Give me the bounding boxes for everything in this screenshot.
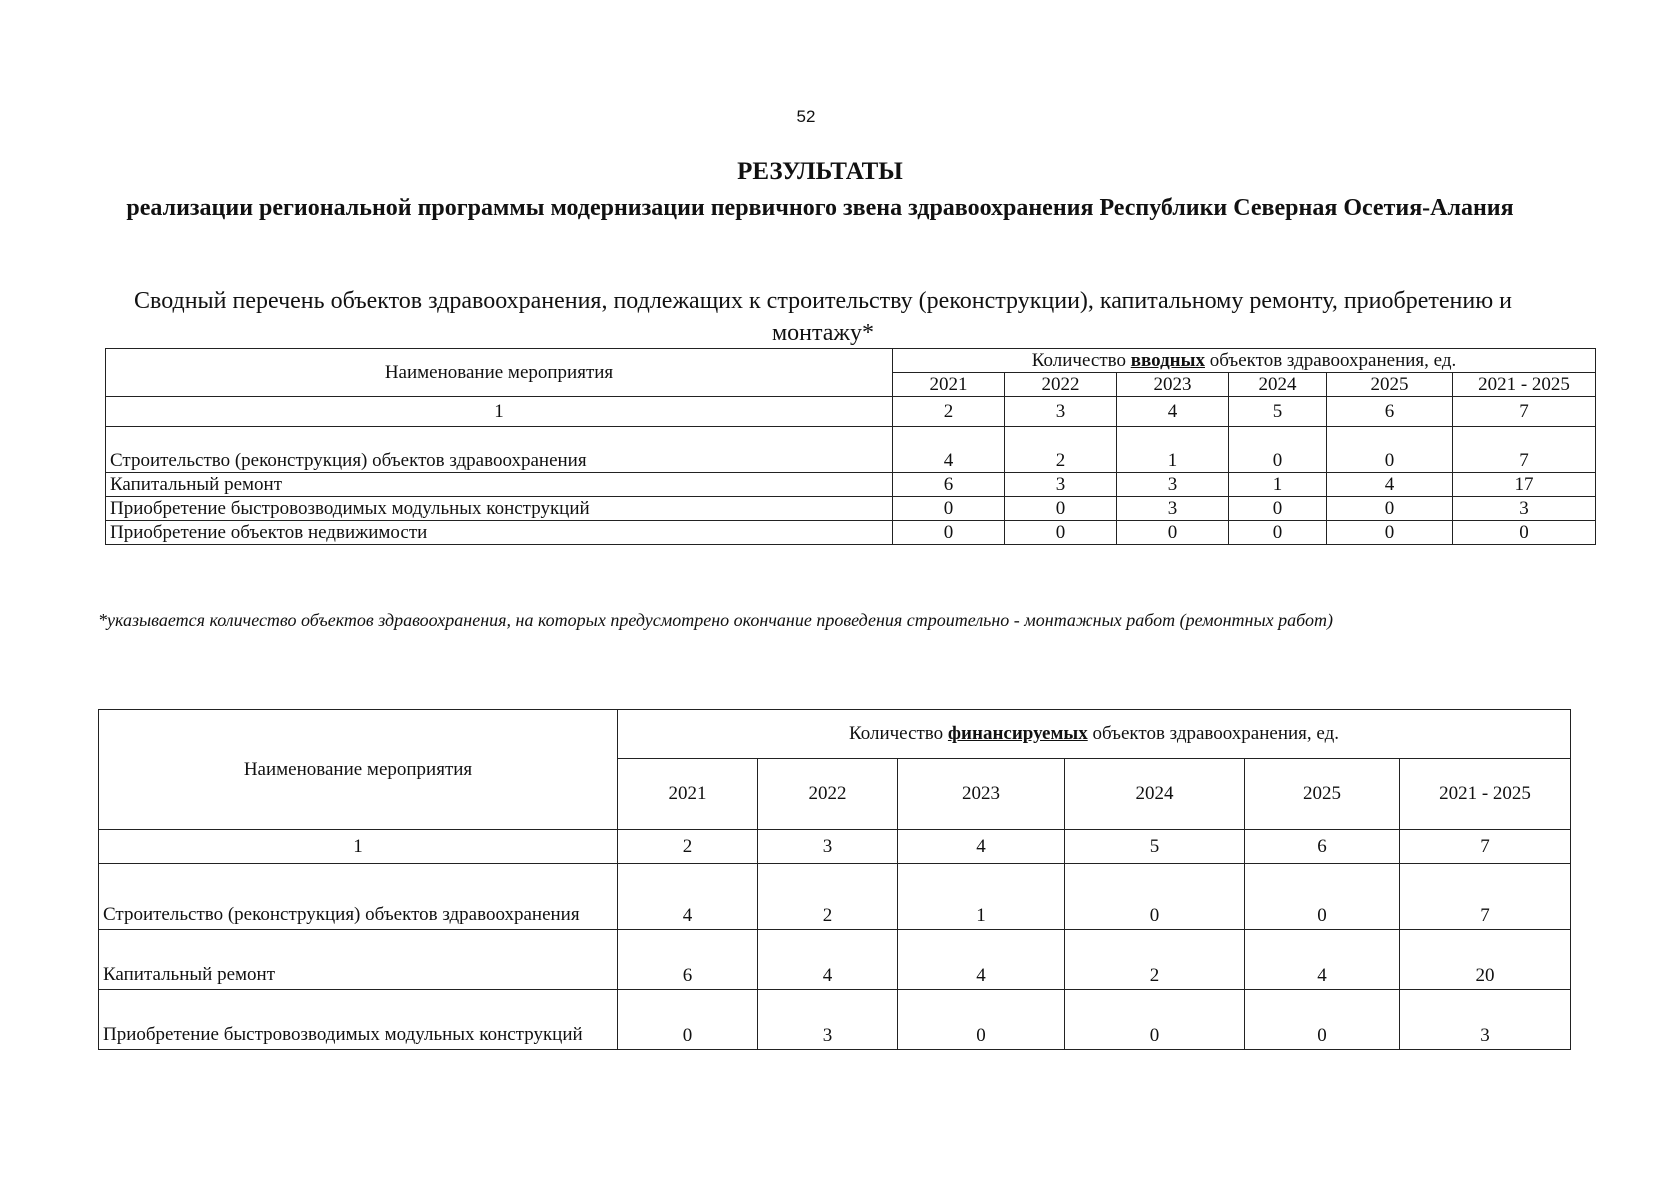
row-name: Приобретение быстровозводимых модульных конструкций	[106, 497, 893, 521]
index-cell: 5	[1065, 830, 1245, 864]
year-header: 2021	[893, 373, 1005, 397]
row-name: Капитальный ремонт	[99, 930, 618, 990]
year-header: 2021 - 2025	[1400, 759, 1571, 830]
value-cell: 2	[1005, 427, 1117, 473]
value-cell: 0	[893, 497, 1005, 521]
financed-objects-table	[98, 709, 1571, 1050]
document-title: РЕЗУЛЬТАТЫ	[737, 158, 903, 185]
value-cell: 0	[1065, 864, 1245, 930]
value-cell: 6	[893, 473, 1005, 497]
index-cell: 4	[1117, 397, 1229, 427]
value-cell: 3	[1453, 497, 1596, 521]
column-index-row	[106, 397, 1596, 427]
value-cell: 20	[1400, 930, 1571, 990]
index-cell: 3	[758, 830, 898, 864]
table-row	[106, 497, 1596, 521]
value-cell: 3	[1117, 473, 1229, 497]
value-cell: 2	[758, 864, 898, 930]
index-cell: 6	[1245, 830, 1400, 864]
value-cell: 0	[1327, 521, 1453, 545]
value-cell: 0	[1245, 864, 1400, 930]
year-header: 2023	[1117, 373, 1229, 397]
footnote: *указывается количество объектов здравоохранения, на которых предусмотрено окончание проведения строительно - монтажных работ (ремонтных работ)	[98, 610, 1333, 630]
table-row	[106, 521, 1596, 545]
table-caption: Сводный перечень объектов здравоохранения, подлежащих к строительству (реконструкции), капитальному ремонту, приобретению и монтажу*	[134, 288, 1512, 346]
value-cell: 4	[898, 930, 1065, 990]
index-cell: 3	[1005, 397, 1117, 427]
value-cell: 0	[1229, 521, 1327, 545]
year-header: 2022	[1005, 373, 1117, 397]
value-cell: 3	[758, 990, 898, 1050]
value-cell: 0	[618, 990, 758, 1050]
value-cell: 3	[1117, 497, 1229, 521]
value-cell: 0	[1327, 497, 1453, 521]
value-cell: 0	[893, 521, 1005, 545]
value-cell: 7	[1400, 864, 1571, 930]
table-row	[99, 930, 1571, 990]
index-cell: 2	[618, 830, 758, 864]
year-header: 2023	[898, 759, 1065, 830]
index-cell: 4	[898, 830, 1065, 864]
index-cell: 1	[106, 397, 893, 427]
index-cell: 2	[893, 397, 1005, 427]
value-cell: 17	[1453, 473, 1596, 497]
table-row	[99, 990, 1571, 1050]
year-header: 2024	[1065, 759, 1245, 830]
value-cell: 3	[1400, 990, 1571, 1050]
year-header: 2021	[618, 759, 758, 830]
value-cell: 7	[1453, 427, 1596, 473]
year-header: 2025	[1245, 759, 1400, 830]
value-cell: 1	[1117, 427, 1229, 473]
table-row	[99, 864, 1571, 930]
row-name: Строительство (реконструкция) объектов здравоохранения	[106, 427, 893, 473]
index-cell: 1	[99, 830, 618, 864]
table-row	[106, 473, 1596, 497]
name-column-header: Наименование мероприятия	[106, 349, 893, 397]
page-number: 52	[796, 107, 816, 126]
year-header: 2021 - 2025	[1453, 373, 1596, 397]
value-cell: 0	[1065, 990, 1245, 1050]
group-column-header: Количество вводных объектов здравоохранения, ед.	[893, 349, 1596, 373]
value-cell: 0	[1005, 497, 1117, 521]
value-cell: 0	[1229, 497, 1327, 521]
value-cell: 4	[758, 930, 898, 990]
value-cell: 0	[898, 990, 1065, 1050]
row-name: Капитальный ремонт	[106, 473, 893, 497]
value-cell: 3	[1005, 473, 1117, 497]
index-cell: 7	[1453, 397, 1596, 427]
group-column-header: Количество финансируемых объектов здравоохранения, ед.	[618, 710, 1571, 759]
value-cell: 4	[893, 427, 1005, 473]
value-cell: 0	[1453, 521, 1596, 545]
value-cell: 0	[1327, 427, 1453, 473]
value-cell: 0	[1245, 990, 1400, 1050]
value-cell: 1	[1229, 473, 1327, 497]
value-cell: 4	[1327, 473, 1453, 497]
value-cell: 6	[618, 930, 758, 990]
value-cell: 1	[898, 864, 1065, 930]
row-name: Приобретение объектов недвижимости	[106, 521, 893, 545]
value-cell: 0	[1229, 427, 1327, 473]
value-cell: 0	[1005, 521, 1117, 545]
column-index-row	[99, 830, 1571, 864]
index-cell: 6	[1327, 397, 1453, 427]
value-cell: 4	[618, 864, 758, 930]
year-header: 2022	[758, 759, 898, 830]
index-cell: 7	[1400, 830, 1571, 864]
table-row	[106, 427, 1596, 473]
value-cell: 4	[1245, 930, 1400, 990]
name-column-header: Наименование мероприятия	[99, 710, 618, 830]
row-name: Строительство (реконструкция) объектов здравоохранения	[99, 864, 618, 930]
index-cell: 5	[1229, 397, 1327, 427]
year-header: 2024	[1229, 373, 1327, 397]
year-header: 2025	[1327, 373, 1453, 397]
row-name: Приобретение быстровозводимых модульных конструкций	[99, 990, 618, 1050]
value-cell: 0	[1117, 521, 1229, 545]
document-subtitle: реализации региональной программы модернизации первичного звена здравоохранения Республики Северная Осетия-Алания	[126, 195, 1514, 221]
commissioned-objects-table	[105, 348, 1596, 545]
value-cell: 2	[1065, 930, 1245, 990]
